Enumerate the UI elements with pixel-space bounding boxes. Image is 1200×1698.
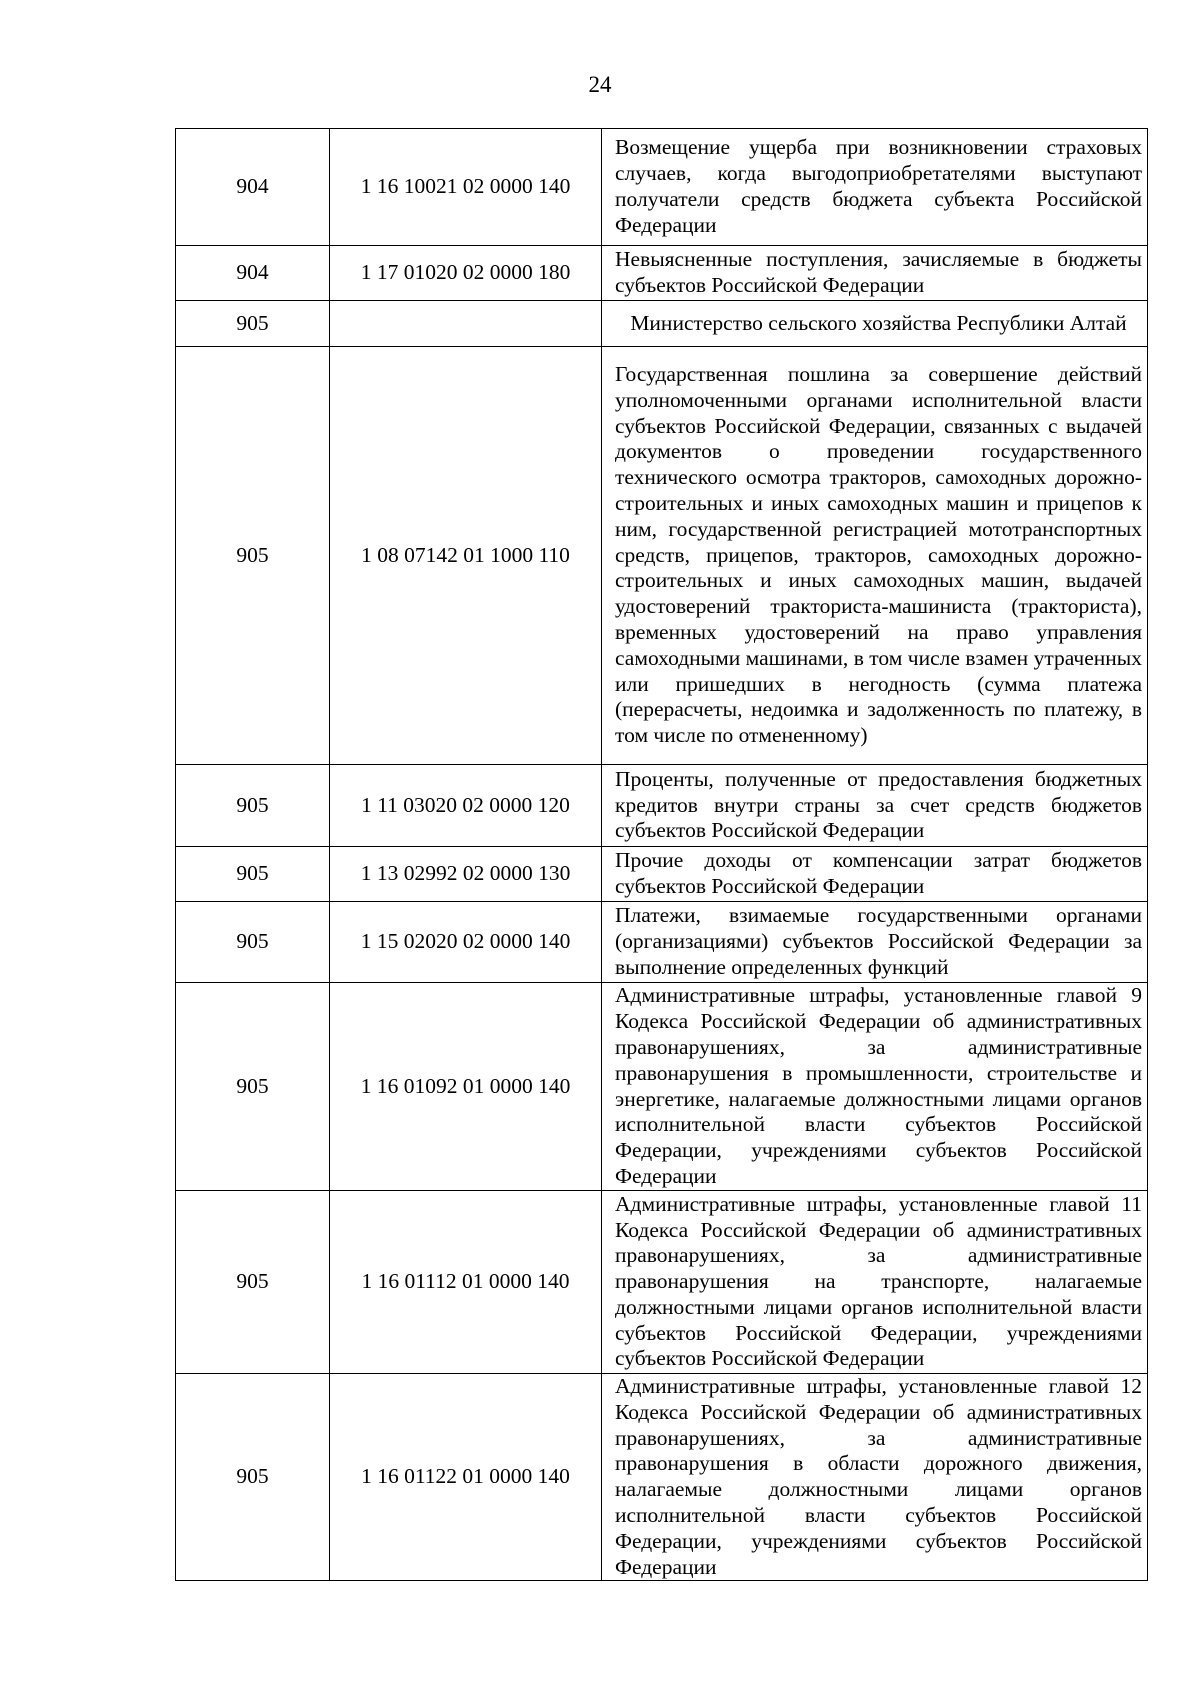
revenue-name-cell: Государственная пошлина за совершение действий уполномоченными органами исполнительной власти субъектов Российской Федерации, связанных с выдачей документов о проведении государственного технического осмотра тракторов, самоходных дорожно-строительных и иных самоходных машин и прицепов к ним, государственной регистрацией мототранспортных средств, прицепов, тракторов, самоходных дорожно-строительных и иных самоходных машин, выдачей удостоверений тракториста-машиниста (тракториста), временных удостоверений на право управления самоходными машинами, в том числе взамен утраченных или пришедших в негодность (сумма платежа (перерасчеты, недоимка и задолженность по платежу, в том числе по отмененному) [602,347,1148,765]
table-row [176,301,1148,347]
table-row [176,246,1148,301]
admin-code-cell: 905 [176,983,330,1191]
revenue-code-cell: 1 16 01122 01 0000 140 [330,1374,602,1581]
revenue-code-cell: 1 08 07142 01 1000 110 [330,347,602,765]
table-row [176,1374,1148,1581]
admin-code-cell: 904 [176,129,330,246]
admin-code-cell: 905 [176,347,330,765]
revenue-code-cell [330,301,602,347]
revenue-name-cell: Административные штрафы, установленные главой 12 Кодекса Российской Федерации об административных правонарушениях, за административные правонарушения в области дорожного движения, налагаемые должностными лицами органов исполнительной власти субъектов Российской Федерации, учреждениями субъектов Российской Федерации [602,1374,1148,1581]
revenue-name-cell: Платежи, взимаемые государственными органами (организациями) субъектов Российской Федерации за выполнение определенных функций [602,902,1148,983]
revenue-name-cell: Прочие доходы от компенсации затрат бюджетов субъектов Российской Федерации [602,847,1148,902]
revenue-code-cell: 1 11 03020 02 0000 120 [330,765,602,847]
admin-code-cell: 905 [176,1374,330,1581]
revenue-code-cell: 1 16 01092 01 0000 140 [330,983,602,1191]
admin-code-cell: 905 [176,1191,330,1374]
revenue-code-cell: 1 17 01020 02 0000 180 [330,246,602,301]
admin-code-cell: 905 [176,902,330,983]
revenue-code-cell: 1 16 10021 02 0000 140 [330,129,602,246]
revenue-name-cell: Возмещение ущерба при возникновении страховых случаев, когда выгодоприобретателями выступают получатели средств бюджета субъекта Российской Федерации [602,129,1148,246]
revenue-code-cell: 1 13 02992 02 0000 130 [330,847,602,902]
table-row [176,765,1148,847]
ministry-name-cell: Министерство сельского хозяйства Республики Алтай [602,301,1148,347]
revenue-name-cell: Проценты, полученные от предоставления бюджетных кредитов внутри страны за счет средств бюджетов субъектов Российской Федерации [602,765,1148,847]
page-number: 24 [588,72,612,97]
revenue-codes-table [175,128,1148,1581]
revenue-code-cell: 1 15 02020 02 0000 140 [330,902,602,983]
table-row [176,1191,1148,1374]
admin-code-cell: 905 [176,847,330,902]
table-row [176,129,1148,246]
revenue-name-cell: Невыясненные поступления, зачисляемые в бюджеты субъектов Российской Федерации [602,246,1148,301]
table-row [176,983,1148,1191]
table-row [176,902,1148,983]
revenue-name-cell: Административные штрафы, установленные главой 9 Кодекса Российской Федерации об административных правонарушениях, за административные правонарушения в промышленности, строительстве и энергетике, налагаемые должностными лицами органов исполнительной власти субъектов Российской Федерации, учреждениями субъектов Российской Федерации [602,983,1148,1191]
admin-code-cell: 905 [176,765,330,847]
revenue-name-cell: Административные штрафы, установленные главой 11 Кодекса Российской Федерации об административных правонарушениях, за административные правонарушения на транспорте, налагаемые должностными лицами органов исполнительной власти субъектов Российской Федерации, учреждениями субъектов Российской Федерации [602,1191,1148,1374]
admin-code-cell: 905 [176,301,330,347]
revenue-code-cell: 1 16 01112 01 0000 140 [330,1191,602,1374]
admin-code-cell: 904 [176,246,330,301]
table-row [176,347,1148,765]
table-row [176,847,1148,902]
